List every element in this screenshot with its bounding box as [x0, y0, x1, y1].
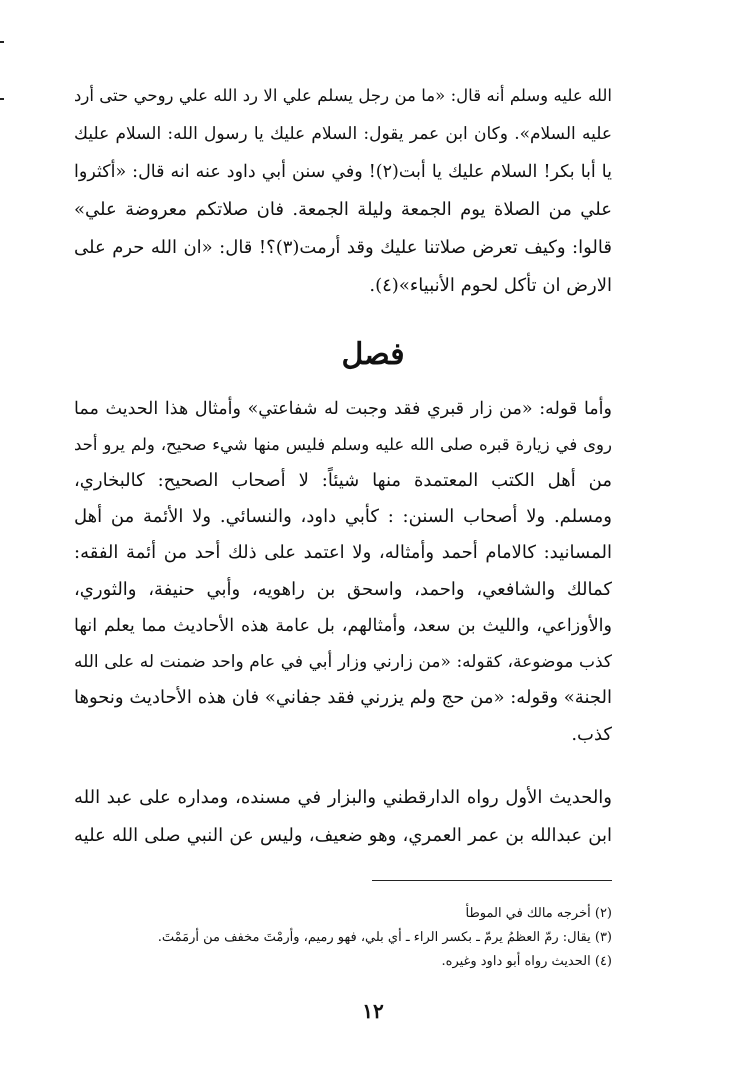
text-line: الله عليه وسلم أنه قال: «ما من رجل يسلم علي الا رد الله علي روحي حتى أرد: [74, 86, 612, 105]
text-line: روى في زيارة قبره صلى الله عليه وسلم فليس منها شيء صحيح، ولم يرو أحد: [74, 435, 612, 454]
text-line: كذب.: [571, 724, 612, 745]
page-number: ١٢: [362, 999, 384, 1023]
text-line: كمالك والشافعي، واحمد، واسحق بن راهويه، وأبي حنيفة، والثوري،: [74, 579, 612, 600]
section-heading: فصل: [341, 337, 405, 372]
text-line: ومسلم. ولا أصحاب السنن: : كأبي داود، والنسائي. ولا الأئمة من أهل: [74, 506, 612, 527]
scan-edge-mark: [0, 98, 4, 100]
text-line: علي من الصلاة يوم الجمعة وليلة الجمعة. فان صلاتكم معروضة علي»: [74, 199, 612, 220]
footnote-separator: [372, 880, 612, 881]
text-line: يا أبا بكر! السلام عليك يا أبت(٢)! وفي سنن أبي داود عنه انه قال: «أكثروا: [74, 162, 612, 182]
text-line: كذب موضوعة، كقوله: «من زارني وزار أبي في عام واحد ضمنت له على الله: [74, 652, 612, 672]
scan-edge-mark: [0, 41, 4, 43]
footnote-4: (٤) الحديث رواه أبو داود وغيره.: [441, 954, 612, 969]
text-line: وأما قوله: «من زار قبري فقد وجبت له شفاعتي» وأمثال هذا الحديث مما: [74, 399, 612, 419]
text-line: قالوا: وكيف تعرض صلاتنا عليك وقد أرمت(٣)؟! قال: «ان الله حرم على: [74, 237, 612, 258]
footnote-2: (٢) أخرجه مالك في الموطأ: [465, 906, 612, 921]
footnote-3: (٣) يقال: رمّ العظمُ يرمّ ـ بكسر الراء ـ أي بلي، فهو رميم، وأرمْتَ مخفف من أرمَمْتَ.: [157, 930, 612, 945]
text-line: المسانيد: كالامام أحمد وأمثاله، ولا اعتمد على ذلك أحد من أئمة الفقه:: [74, 542, 612, 563]
text-line: من أهل الكتب المعتمدة منها شيئاً: لا أصحاب الصحيح: كالبخاري،: [74, 470, 612, 491]
text-line: والحديث الأول رواه الدارقطني والبزار في مسنده، ومداره على عبد الله: [74, 787, 612, 808]
text-line: الجنة» وقوله: «من حج ولم يزرني فقد جفاني» فان هذه الأحاديث ونحوها: [74, 687, 612, 708]
text-line: ابن عبدالله بن عمر العمري، وهو ضعيف، وليس عن النبي صلى الله عليه: [74, 825, 612, 846]
text-line: الارض ان تأكل لحوم الأنبياء»(٤).: [369, 275, 612, 296]
text-line: والأوزاعي، والليث بن سعد، وأمثالهم، بل عامة هذه الأحاديث مما يعلم انها: [74, 616, 612, 636]
text-line: عليه السلام». وكان ابن عمر يقول: السلام عليك يا رسول الله: السلام عليك: [74, 124, 612, 144]
